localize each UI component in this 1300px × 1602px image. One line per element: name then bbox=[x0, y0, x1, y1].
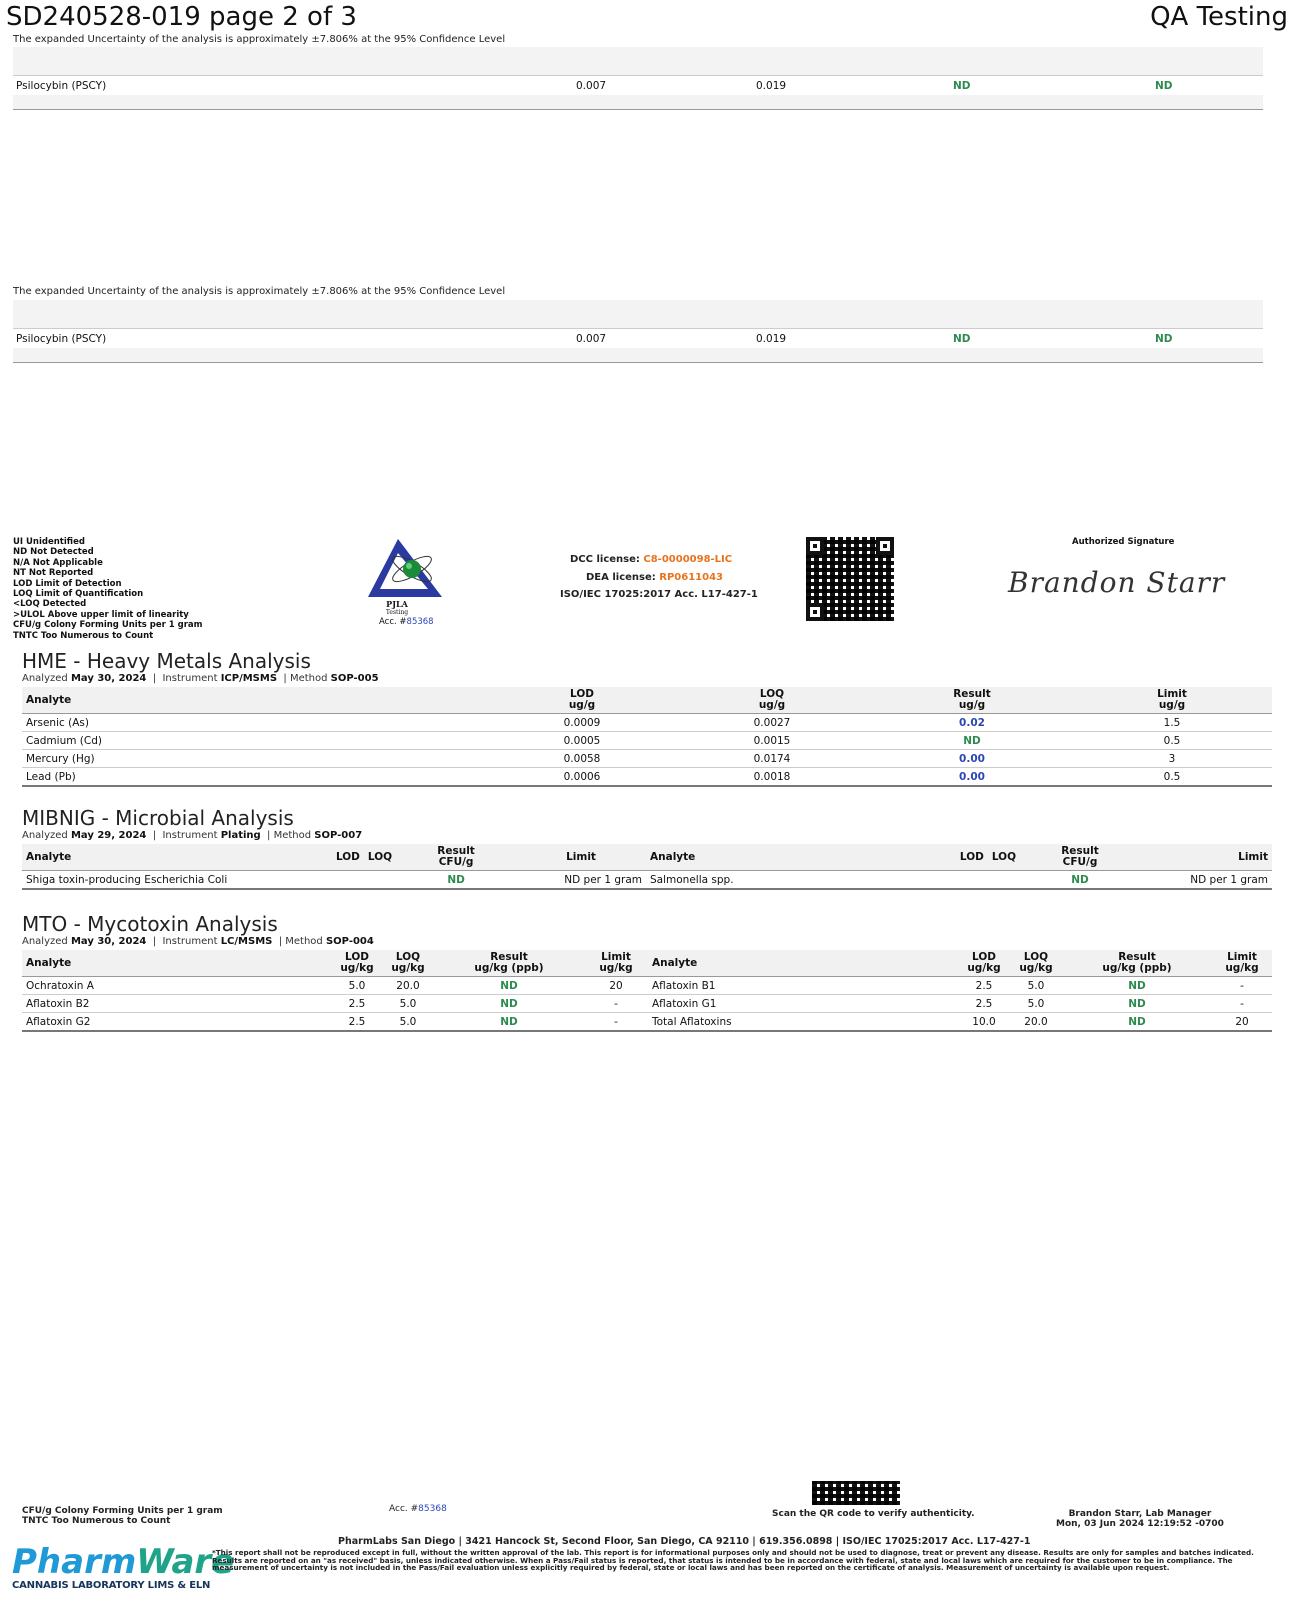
hme-header-row bbox=[22, 687, 1272, 714]
abbreviation-item: LOD Limit of Detection bbox=[13, 578, 122, 589]
abbreviation-item: NT Not Reported bbox=[13, 568, 94, 579]
hme-title: HME - Heavy Metals Analysis bbox=[22, 649, 311, 673]
abbreviation-item: >ULOL Above upper limit of linearity bbox=[13, 609, 189, 620]
footer-accreditation: Acc. #85368 bbox=[389, 1504, 447, 1514]
abbreviation-item: UI Unidentified bbox=[13, 537, 85, 547]
potency-result-1: ND bbox=[953, 333, 971, 345]
abbreviation-item: N/A Not Applicable bbox=[13, 557, 103, 568]
footer-address: PharmLabs San Diego | 3421 Hancock St, Second Floor, San Diego, CA 92110 | 619.356.0898 | ISO/IEC 17025:2017 Acc. L17-427-1 bbox=[338, 1536, 1031, 1547]
pharmware-logo-sub: CANNABIS LABORATORY LIMS & ELN bbox=[12, 1580, 211, 1591]
potency-lod: 0.007 bbox=[576, 80, 607, 92]
dea-license: DEA license: RP0611043 bbox=[586, 572, 724, 583]
potency-lod: 0.007 bbox=[576, 333, 607, 345]
potency-result-1: ND bbox=[953, 80, 971, 92]
table-row: Aflatoxin G2 2.5 5.0 ND - Total Aflatoxins 10.0 20.0 ND 20 bbox=[22, 1013, 1272, 1032]
mibnig-subtitle: Analyzed May 29, 2024 | Instrument Plating | Method SOP-007 bbox=[22, 830, 363, 841]
signature-label: Authorized Signature bbox=[1072, 537, 1175, 547]
abbreviation-item: LOQ Limit of Quantification bbox=[13, 589, 144, 600]
mto-title: MTO - Mycotoxin Analysis bbox=[22, 912, 278, 936]
abbreviation-item: ND Not Detected bbox=[13, 547, 94, 558]
abbreviation-item: CFU/g Colony Forming Units per 1 gram bbox=[13, 620, 203, 631]
footer-disclaimer: *This report shall not be reproduced except in full, without the written approval of the lab. This report is for informational purposes only and should not be used to diagnose, treat or prevent any disease. Results are only for samples and batches indicated. Results are reported on an "as received" basis, unless indicated otherwise. When a Pass/Fail status is reported, that status is intended to be in accordance with federal, state and local laws which are required for the customer to be in compliance. The measurement of uncertainty is not included in the Pass/Fail evaluation unless explicitly required by federal, state or local laws and has been reported on the certificate of analysis. Measurement of uncertainty is available upon request. bbox=[212, 1548, 1254, 1573]
potency-analyte: Psilocybin (PSCY) bbox=[16, 80, 107, 92]
potency-footer-band-1 bbox=[13, 95, 1263, 110]
table-row: Lead (Pb) 0.0006 0.0018 0.00 0.5 bbox=[22, 768, 1272, 787]
header-right-label: QA Testing bbox=[1150, 2, 1288, 32]
mibnig-table bbox=[22, 844, 1272, 890]
potency-row-2 bbox=[13, 328, 1263, 349]
potency-header-band-1 bbox=[13, 47, 1263, 75]
mto-table bbox=[22, 950, 1272, 1032]
potency-row-1 bbox=[13, 75, 1263, 96]
hme-table bbox=[22, 687, 1272, 787]
uncertainty-note-1: The expanded Uncertainty of the analysis is approximately ±7.806% at the 95% Confidence Level bbox=[13, 34, 506, 45]
table-row: Arsenic (As) 0.0009 0.0027 0.02 1.5 bbox=[22, 714, 1272, 732]
col-lod: LOD ug/g bbox=[492, 687, 672, 714]
handwritten-signature: Brandon Starr bbox=[1008, 566, 1226, 599]
potency-result-2: ND bbox=[1155, 333, 1173, 345]
potency-loq: 0.019 bbox=[756, 333, 787, 345]
table-row: Ochratoxin A 5.0 20.0 ND 20 Aflatoxin B1 2.5 5.0 ND - bbox=[22, 977, 1272, 995]
pjla-triangle-icon bbox=[366, 537, 446, 599]
qr-caption: Scan the QR code to verify authenticity. bbox=[772, 1509, 975, 1519]
mibnig-header-row: Analyte LOD LOQ Result CFU/g Limit Analyte LOD LOQ Result CFU/g Limit bbox=[22, 844, 1272, 871]
potency-result-2: ND bbox=[1155, 80, 1173, 92]
qr-code[interactable] bbox=[806, 537, 894, 621]
abbreviation-item: TNTC Too Numerous to Count bbox=[13, 630, 154, 641]
table-row: Shiga toxin-producing Escherichia Coli ND ND per 1 gram Salmonella spp. ND ND per 1 gram bbox=[22, 871, 1272, 890]
col-loq: LOQ ug/g bbox=[672, 687, 872, 714]
abbreviation-legend bbox=[13, 537, 203, 641]
col-result: Result ug/g bbox=[872, 687, 1072, 714]
mto-subtitle: Analyzed May 30, 2024 | Instrument LC/MSMS | Method SOP-004 bbox=[22, 936, 374, 947]
uncertainty-note-2: The expanded Uncertainty of the analysis is approximately ±7.806% at the 95% Confidence Level bbox=[13, 286, 506, 297]
col-analyte: Analyte bbox=[22, 687, 492, 714]
table-row: Cadmium (Cd) 0.0005 0.0015 ND 0.5 bbox=[22, 732, 1272, 750]
dcc-license: DCC license: C8-0000098-LIC bbox=[570, 554, 733, 565]
footer-signer: Brandon Starr, Lab Manager Mon, 03 Jun 2024 12:19:52 -0700 bbox=[1056, 1509, 1224, 1529]
pjla-logo-sub: Testing bbox=[385, 609, 409, 616]
footer-qr-code[interactable] bbox=[812, 1481, 900, 1505]
iso-accreditation: ISO/IEC 17025:2017 Acc. L17-427-1 bbox=[560, 589, 758, 600]
footer-abbreviations: CFU/g Colony Forming Units per 1 gram TNTC Too Numerous to Count bbox=[22, 1506, 223, 1526]
pjla-logo-text: PJLA bbox=[386, 599, 408, 609]
pharmware-logo-text: PharmWare bbox=[12, 1542, 235, 1582]
potency-analyte: Psilocybin (PSCY) bbox=[16, 333, 107, 345]
abbreviation-item: <LOQ Detected bbox=[13, 599, 87, 610]
pjla-logo bbox=[366, 537, 446, 629]
mto-header-row: Analyte LOD ug/kg LOQ ug/kg Result ug/kg (ppb) Limit ug/kg Analyte LOD ug/kg LOQ ug/kg Result ug/kg (ppb) Limit ug/kg bbox=[22, 950, 1272, 977]
table-row: Mercury (Hg) 0.0058 0.0174 0.00 3 bbox=[22, 750, 1272, 768]
potency-footer-band-2 bbox=[13, 348, 1263, 363]
hme-subtitle: Analyzed May 30, 2024 | Instrument ICP/MSMS | Method SOP-005 bbox=[22, 673, 379, 684]
mibnig-title: MIBNIG - Microbial Analysis bbox=[22, 806, 294, 830]
page-title: SD240528-019 page 2 of 3 bbox=[6, 2, 357, 32]
potency-loq: 0.019 bbox=[756, 80, 787, 92]
col-limit: Limit ug/g bbox=[1072, 687, 1272, 714]
accreditation-number: Acc. #85368 bbox=[379, 617, 434, 627]
table-row: Aflatoxin B2 2.5 5.0 ND - Aflatoxin G1 2.5 5.0 ND - bbox=[22, 995, 1272, 1013]
pharmware-logo bbox=[12, 1542, 235, 1600]
potency-header-band-2 bbox=[13, 300, 1263, 328]
